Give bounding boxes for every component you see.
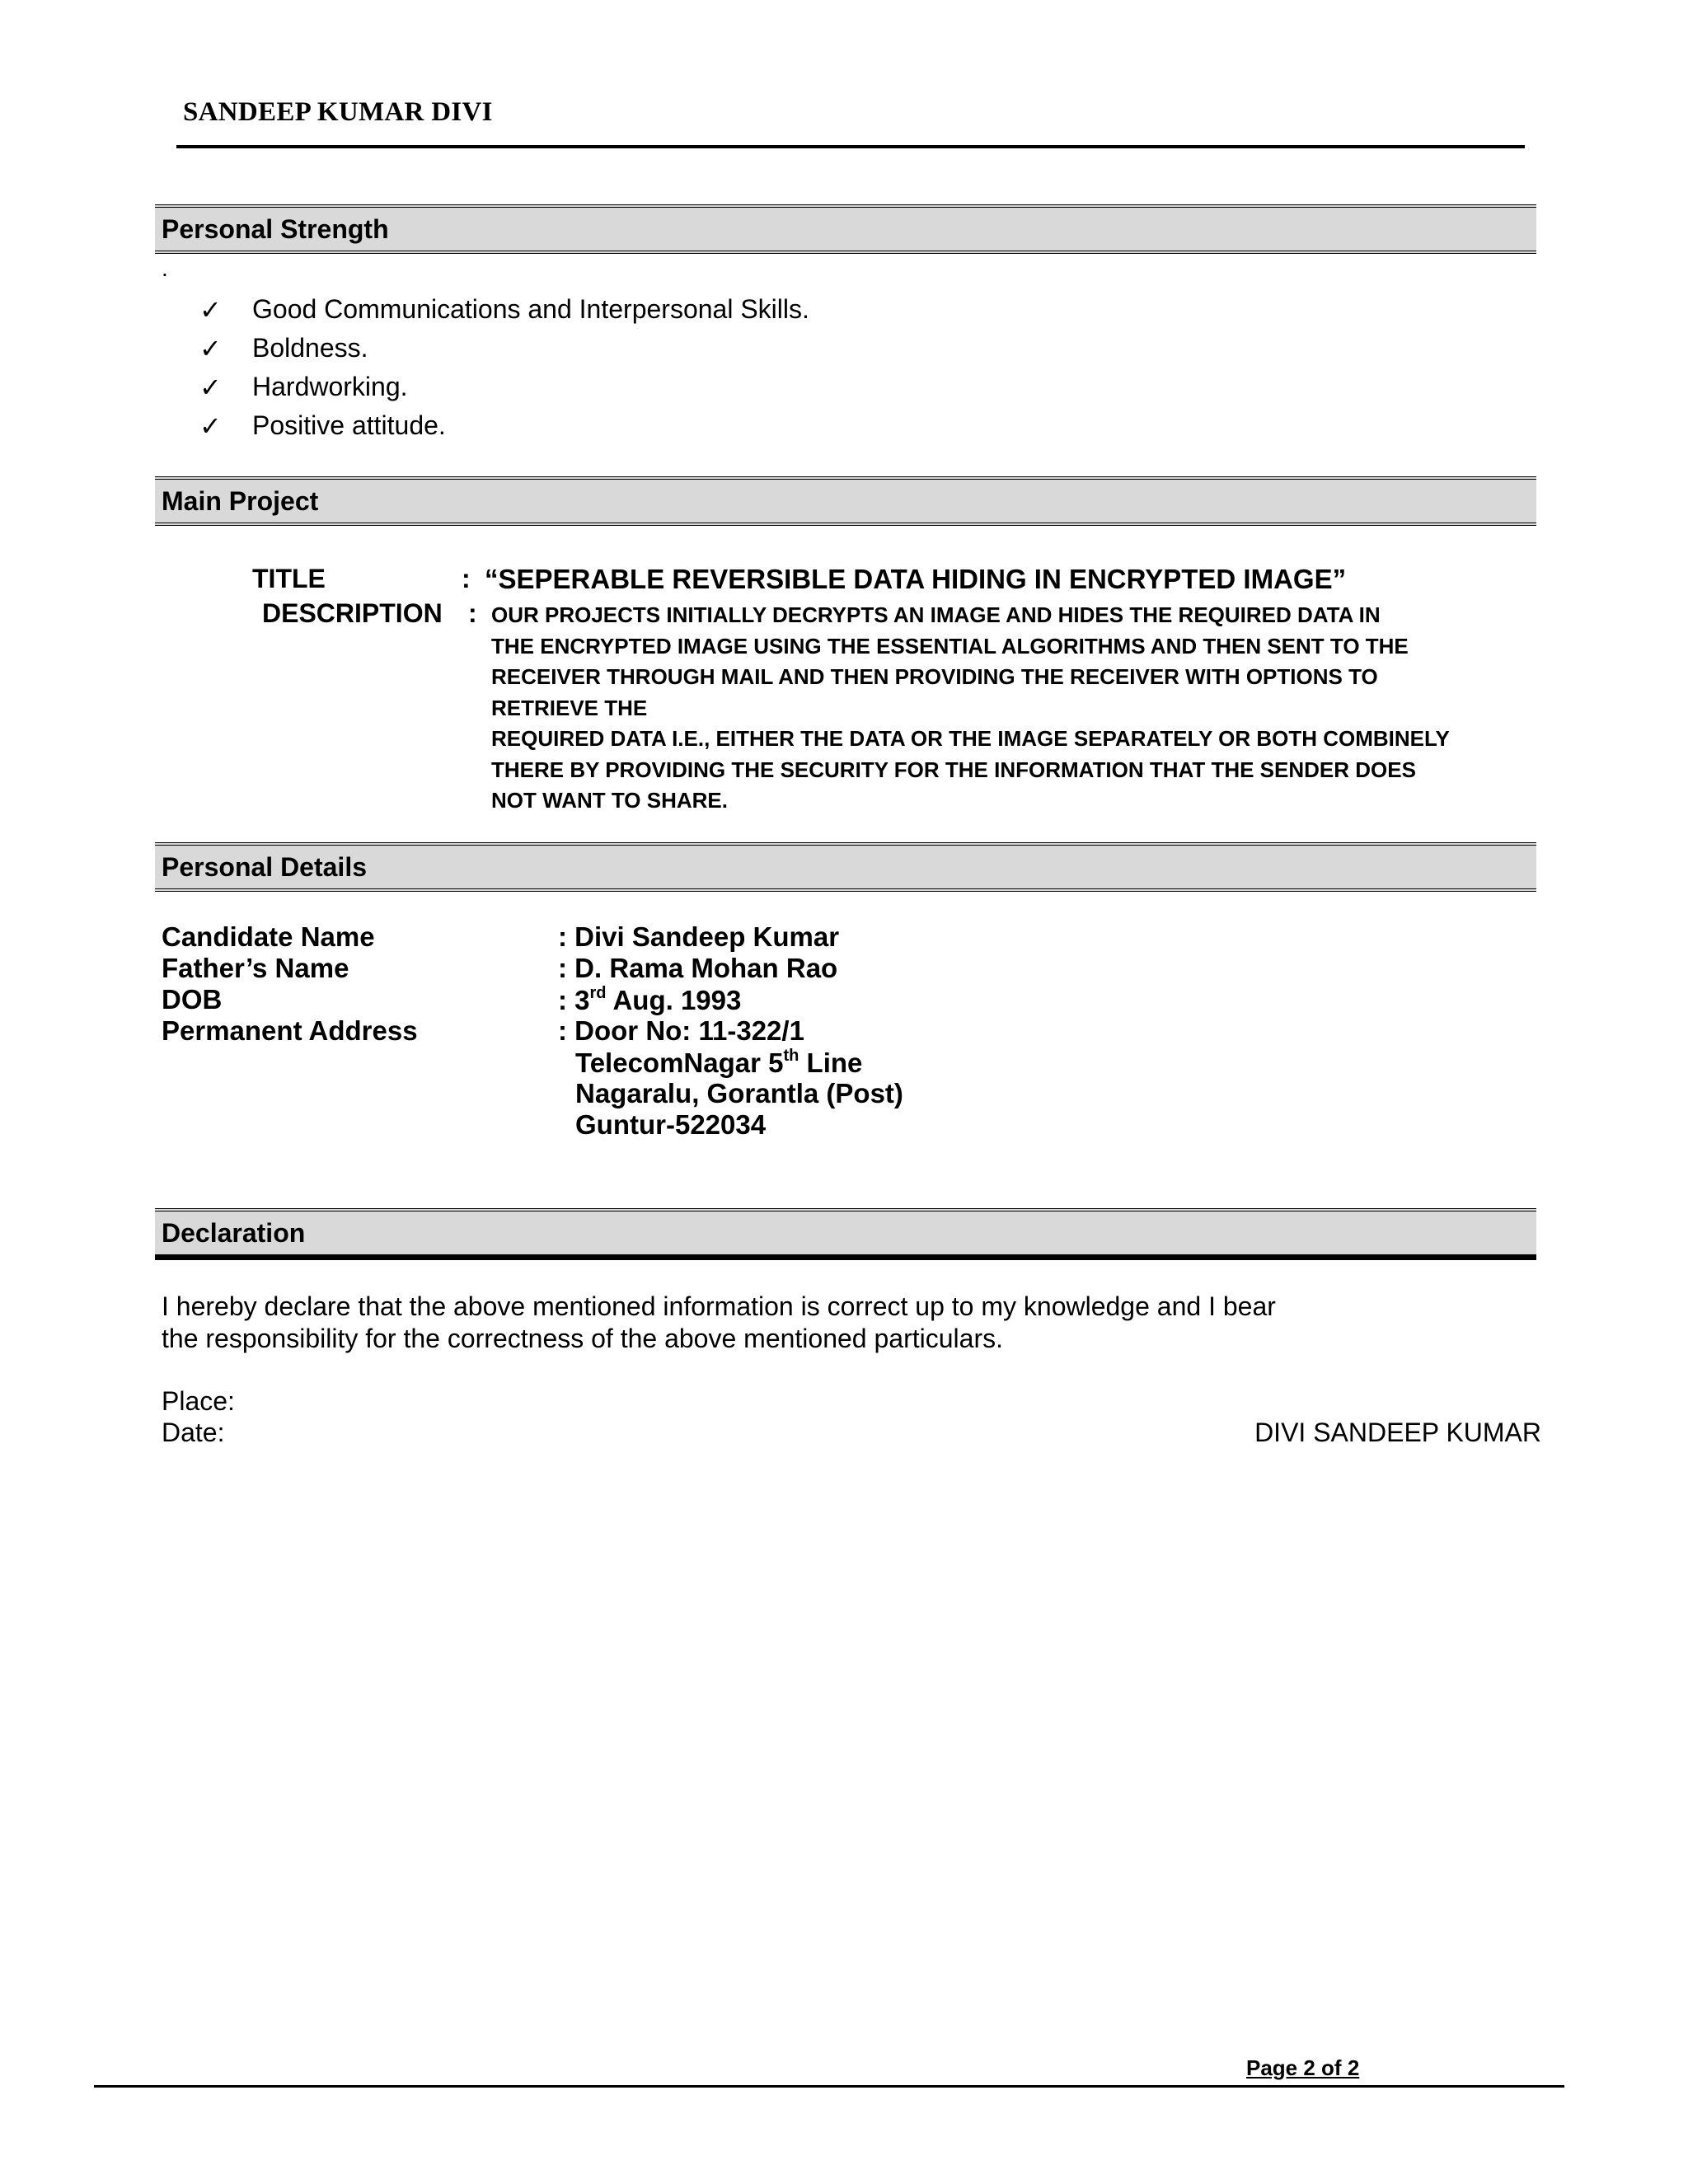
list-item — [199, 368, 809, 406]
candidate-name-value: : Divi Sandeep Kumar — [558, 921, 840, 952]
declaration-heading: Declaration — [162, 1218, 306, 1248]
stray-dot: . — [162, 255, 168, 281]
description-line: REQUIRED DATA I.E., EITHER THE DATA OR THE IMAGE SEPARATELY OR BOTH COMBINELY — [491, 726, 1450, 751]
declaration-band — [155, 1208, 1536, 1260]
description-line: OUR PROJECTS INITIALLY DECRYPTS AN IMAGE AND HIDES THE REQUIRED DATA IN — [491, 602, 1381, 627]
strength-text: Boldness. — [252, 333, 368, 363]
project-description — [491, 600, 1530, 817]
personal-strength-heading: Personal Strength — [162, 214, 389, 244]
title-colon: : — [462, 564, 471, 593]
footer-rule — [94, 2085, 1564, 2088]
personal-details-heading: Personal Details — [162, 852, 367, 882]
checkmark-icon: ✓ — [199, 333, 222, 363]
address-line-word: Line — [799, 1047, 863, 1078]
dob-day: : 3 — [558, 985, 590, 1015]
description-line: THERE BY PROVIDING THE SECURITY FOR THE INFORMATION THAT THE SENDER DOES — [491, 757, 1416, 782]
header-name: SANDEEP KUMAR DIVI — [183, 97, 493, 127]
header-rule — [176, 145, 1525, 148]
father-name-value: : D. Rama Mohan Rao — [558, 953, 838, 983]
strength-text: Good Communications and Interpersonal Skills. — [252, 294, 809, 324]
list-item — [199, 406, 809, 445]
personal-strength-band — [155, 204, 1536, 254]
declaration-line: the responsibility for the correctness of the above mentioned particulars. — [162, 1324, 1003, 1353]
checkmark-icon: ✓ — [199, 372, 222, 402]
description-colon: : — [468, 598, 477, 628]
description-line: RECEIVER THROUGH MAIL AND THEN PROVIDING THE RECEIVER WITH OPTIONS TO — [491, 664, 1378, 689]
dob-month-year: Aug. 1993 — [606, 985, 742, 1015]
dob-label: DOB — [162, 984, 223, 1015]
address-label: Permanent Address — [162, 1015, 418, 1046]
description-label: DESCRIPTION — [262, 598, 443, 628]
address-line-1: : Door No: 11-322/1 — [558, 1015, 804, 1046]
father-name-label: Father’s Name — [162, 953, 349, 983]
declaration-text — [162, 1291, 1530, 1355]
strength-list — [199, 290, 809, 445]
page-number: Page 2 of 2 — [1246, 2055, 1360, 2080]
project-title: “SEPERABLE REVERSIBLE DATA HIDING IN ENCRYPTED IMAGE” — [485, 564, 1347, 594]
address-line-3: Nagaralu, Gorantla (Post) — [575, 1078, 903, 1108]
place-label: Place: — [162, 1386, 235, 1416]
description-line: RETRIEVE THE — [491, 695, 648, 720]
main-project-band — [155, 476, 1536, 526]
strength-text: Hardworking. — [252, 372, 408, 401]
checkmark-icon: ✓ — [199, 294, 222, 325]
strength-text: Positive attitude. — [252, 410, 446, 440]
personal-details-band — [155, 842, 1536, 892]
description-line: NOT WANT TO SHARE. — [491, 788, 728, 813]
address-line-4: Guntur-522034 — [575, 1109, 767, 1140]
title-label: TITLE — [252, 564, 326, 593]
date-label: Date: — [162, 1418, 225, 1447]
dob-value — [558, 984, 741, 1016]
declaration-line: I hereby declare that the above mentioned information is correct up to my knowledge and I bear — [162, 1291, 1276, 1321]
list-item — [199, 290, 809, 329]
list-item — [199, 329, 809, 368]
address-line-2 — [575, 1047, 862, 1079]
candidate-name-label: Candidate Name — [162, 921, 375, 952]
description-line: THE ENCRYPTED IMAGE USING THE ESSENTIAL ALGORITHMS AND THEN SENT TO THE — [491, 633, 1409, 658]
address-suffix: th — [783, 1047, 799, 1065]
signature-name: DIVI SANDEEP KUMAR — [1254, 1418, 1541, 1447]
address-street: TelecomNagar 5 — [575, 1047, 784, 1078]
checkmark-icon: ✓ — [199, 410, 222, 441]
main-project-heading: Main Project — [162, 486, 319, 516]
dob-suffix: rd — [589, 984, 607, 1002]
